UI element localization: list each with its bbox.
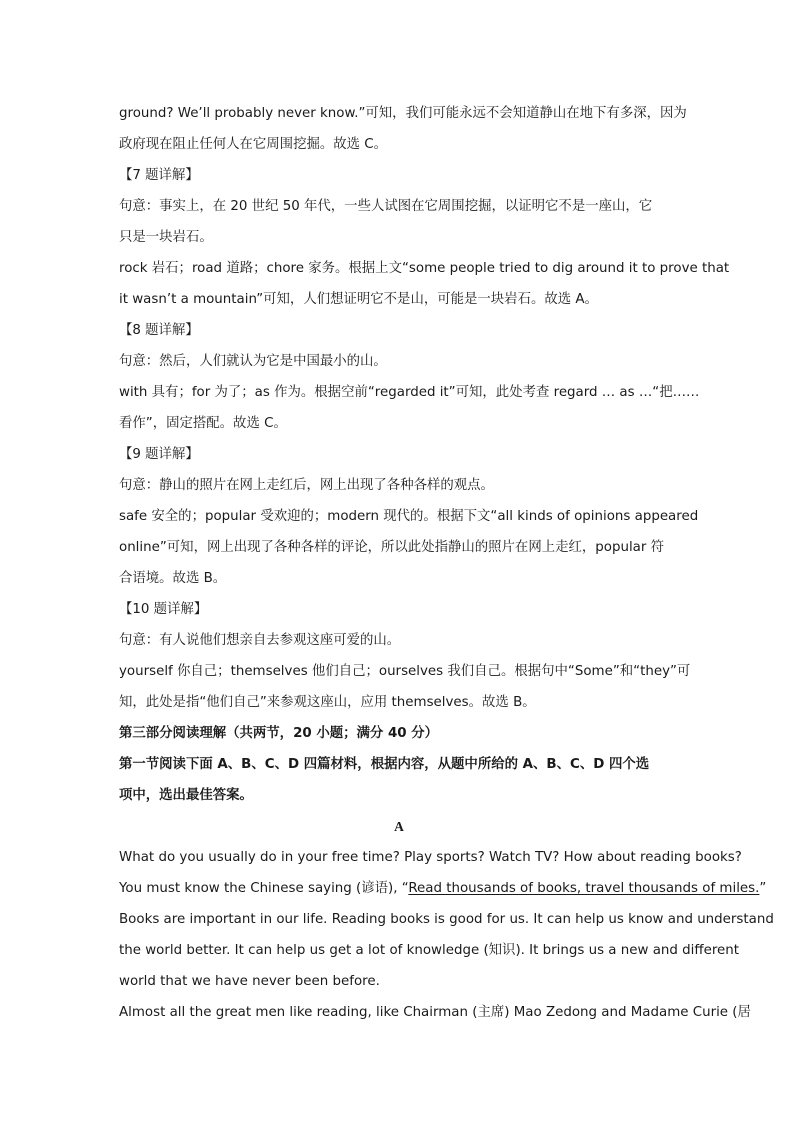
text-line: 知，此处是指“他们自己”来参观这座山，应用 themselves。故选 B。 [119,695,536,710]
text-line: with 具有；for 为了；as 作为。根据空前“regarded it”可知，此处考查 regard … as …“把…… [119,385,700,400]
passage-title: A [394,819,404,834]
passage-line: Books are important in our life. Reading books is good for us. It can help us know and understand [119,912,774,927]
text-line: 合语境。故选 B。 [119,571,227,586]
section-heading-q8: 【8 题详解】 [119,323,199,338]
passage-text: You must know the Chinese saying (谚语), “ [119,881,409,896]
text-line: 只是一块岩石。 [119,230,213,245]
text-line: 句意：有人说他们想亲自去参观这座可爱的山。 [119,633,401,648]
section-heading-q9: 【9 题详解】 [119,447,199,462]
underlined-saying: Read thousands of books, travel thousands of miles. [408,881,760,896]
instruction-text: 第一节阅读下面 A、B、C、D 四篇材料，根据内容，从题中所给的 A、B、C、D 四个选 [119,757,650,772]
passage-line [119,873,767,904]
text-line: yourself 你自己；themselves 他们自己；ourselves 我们自己。根据句中“Some”和“they”可 [119,664,691,679]
passage-line: What do you usually do in your free time? Play sports? Watch TV? How about reading books? [119,850,742,865]
instruction-text: 项中，选出最佳答案。 [119,788,253,803]
text-line: it wasn’t a mountain”可知，人们想证明它不是山，可能是一块岩石。故选 A。 [119,292,598,307]
passage-line: the world better. It can help us get a lot of knowledge (知识). It brings us a new and different [119,943,740,958]
text-line: 政府现在阻止任何人在它周围挖掘。故选 C。 [119,137,388,152]
text-line: 句意：静山的照片在网上走红后，网上出现了各种各样的观点。 [119,478,494,493]
section-heading-q7: 【7 题详解】 [119,168,199,183]
text-line: online”可知，网上出现了各种各样的评论，所以此处指静山的照片在网上走红，popular 符 [119,540,665,555]
text-line: ground? We’ll probably never know.”可知，我们可能永远不会知道静山在地下有多深，因为 [119,106,687,121]
passage-line: world that we have never been before. [119,974,380,989]
section-heading-q10: 【10 题详解】 [119,602,208,617]
document-body [119,98,774,1028]
text-line: 句意：然后，人们就认为它是中国最小的山。 [119,354,387,369]
text-line: 句意：事实上，在 20 世纪 50 年代，一些人试图在它周围挖掘，以证明它不是一座山，它 [119,199,653,214]
text-line: rock 岩石；road 道路；chore 家务。根据上文“some people tried to dig around it to prove that [119,261,730,276]
passage-text: ” [759,881,767,896]
text-line: safe 安全的；popular 受欢迎的；modern 现代的。根据下文“all kinds of opinions appeared [119,509,699,524]
part-heading: 第三部分阅读理解（共两节，20 小题；满分 40 分） [119,726,439,741]
passage-line: Almost all the great men like reading, like Chairman (主席) Mao Zedong and Madame Curie (居 [119,1005,751,1020]
text-line: 看作”，固定搭配。故选 C。 [119,416,287,431]
